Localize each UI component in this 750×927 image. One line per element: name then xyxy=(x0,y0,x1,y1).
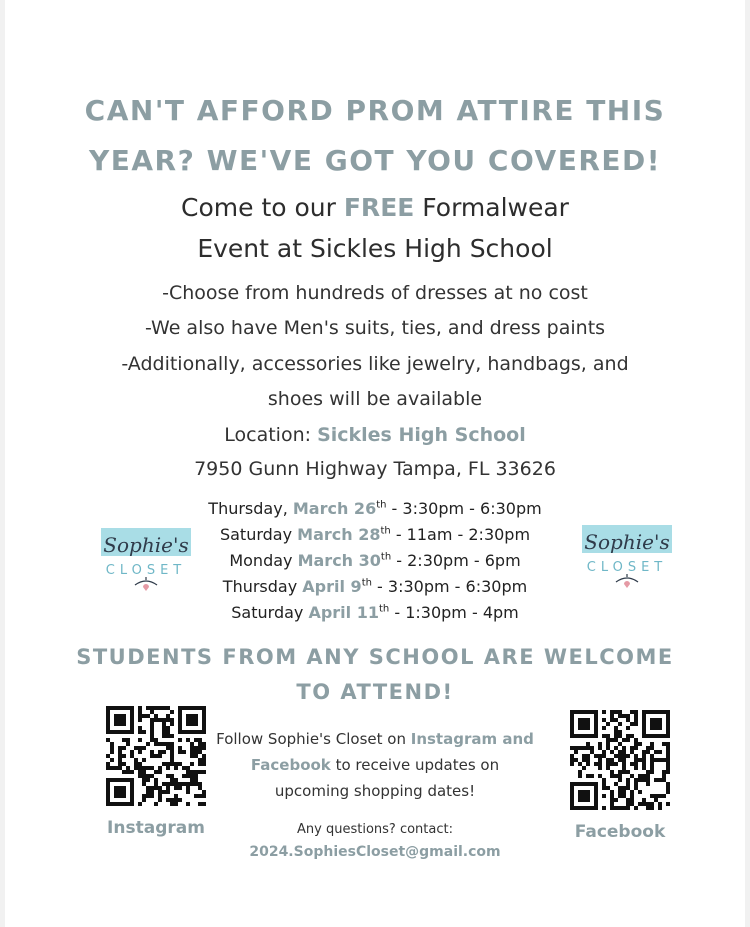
schedule-time: - 3:30pm - 6:30pm xyxy=(371,577,528,596)
logo-script-text: Sophie's xyxy=(584,530,670,554)
follow-post: to receive updates on xyxy=(330,756,500,774)
schedule-row xyxy=(5,600,745,626)
schedule-date-suffix: th xyxy=(380,525,391,537)
schedule-date: April 11 xyxy=(308,603,379,622)
intro-line-2: Event at Sickles High School xyxy=(197,234,553,263)
schedule-date-suffix: th xyxy=(380,551,392,563)
follow-line-3: upcoming shopping dates! xyxy=(274,782,476,800)
schedule-date-suffix: th xyxy=(361,577,372,589)
location-address: 7950 Gunn Highway Tampa, FL 33626 xyxy=(194,458,556,480)
follow-facebook: Facebook xyxy=(250,756,331,774)
sophies-closet-logo-left xyxy=(97,525,195,595)
schedule-time: - 1:30pm - 4pm xyxy=(389,603,519,622)
logo-script-text: Sophie's xyxy=(103,533,189,557)
intro-line-1 xyxy=(5,193,745,222)
offer-shoes: shoes will be available xyxy=(267,388,483,410)
schedule-day: Monday xyxy=(229,551,298,570)
location-line xyxy=(5,424,745,446)
intro-post: Formalwear xyxy=(414,193,569,222)
schedule-date: March 28 xyxy=(297,525,381,544)
schedule-time: - 11am - 2:30pm xyxy=(390,525,531,544)
schedule-row xyxy=(5,496,745,522)
instagram-label: Instagram xyxy=(107,818,205,838)
flyer xyxy=(5,0,745,927)
sophies-closet-logo-right xyxy=(578,522,676,592)
schedule-day: Thursday xyxy=(222,577,303,596)
schedule-time: - 3:30pm - 6:30pm xyxy=(386,499,542,518)
welcome-line-1: STUDENTS FROM ANY SCHOOL ARE WELCOME xyxy=(76,645,674,669)
schedule-time: - 2:30pm - 6pm xyxy=(391,551,521,570)
facebook-label: Facebook xyxy=(574,822,666,842)
contact-email[interactable]: 2024.SophiesCloset@gmail.com xyxy=(249,844,501,860)
heart-icon xyxy=(624,581,630,588)
follow-links: Instagram and xyxy=(410,730,534,748)
follow-line-2 xyxy=(5,756,745,774)
schedule-date-suffix: th xyxy=(378,603,390,615)
schedule-day: Saturday xyxy=(231,603,309,622)
follow-line-1 xyxy=(5,730,745,748)
free-highlight: FREE xyxy=(343,193,415,222)
heart-icon xyxy=(143,584,149,591)
offer-mens: -We also have Men's suits, ties, and dress paints xyxy=(144,317,606,339)
follow-pre: Follow Sophie's Closet on xyxy=(216,730,411,748)
intro-pre: Come to our xyxy=(181,193,344,222)
location-label: Location: xyxy=(224,424,318,446)
schedule-day: Saturday xyxy=(219,525,298,544)
logo-closet-text: CLOSET xyxy=(105,563,187,578)
headline-line-2: YEAR? WE'VE GOT YOU COVERED! xyxy=(88,144,662,177)
schedule-date: March 30 xyxy=(297,551,381,570)
offer-dresses: -Choose from hundreds of dresses at no cost xyxy=(162,282,588,304)
welcome-line-2: TO ATTEND! xyxy=(296,680,454,704)
contact-label: Any questions? contact: xyxy=(297,822,453,837)
location-name: Sickles High School xyxy=(317,424,526,446)
schedule-date: March 26 xyxy=(292,499,377,518)
schedule-date: April 9 xyxy=(302,577,362,596)
schedule-day: Thursday, xyxy=(208,499,293,518)
headline-line-1: CAN'T AFFORD PROM ATTIRE THIS xyxy=(84,94,666,127)
schedule-date-suffix: th xyxy=(376,499,387,511)
offer-accessories: -Additionally, accessories like jewelry, handbags, and xyxy=(121,353,629,375)
logo-closet-text: CLOSET xyxy=(586,560,668,575)
